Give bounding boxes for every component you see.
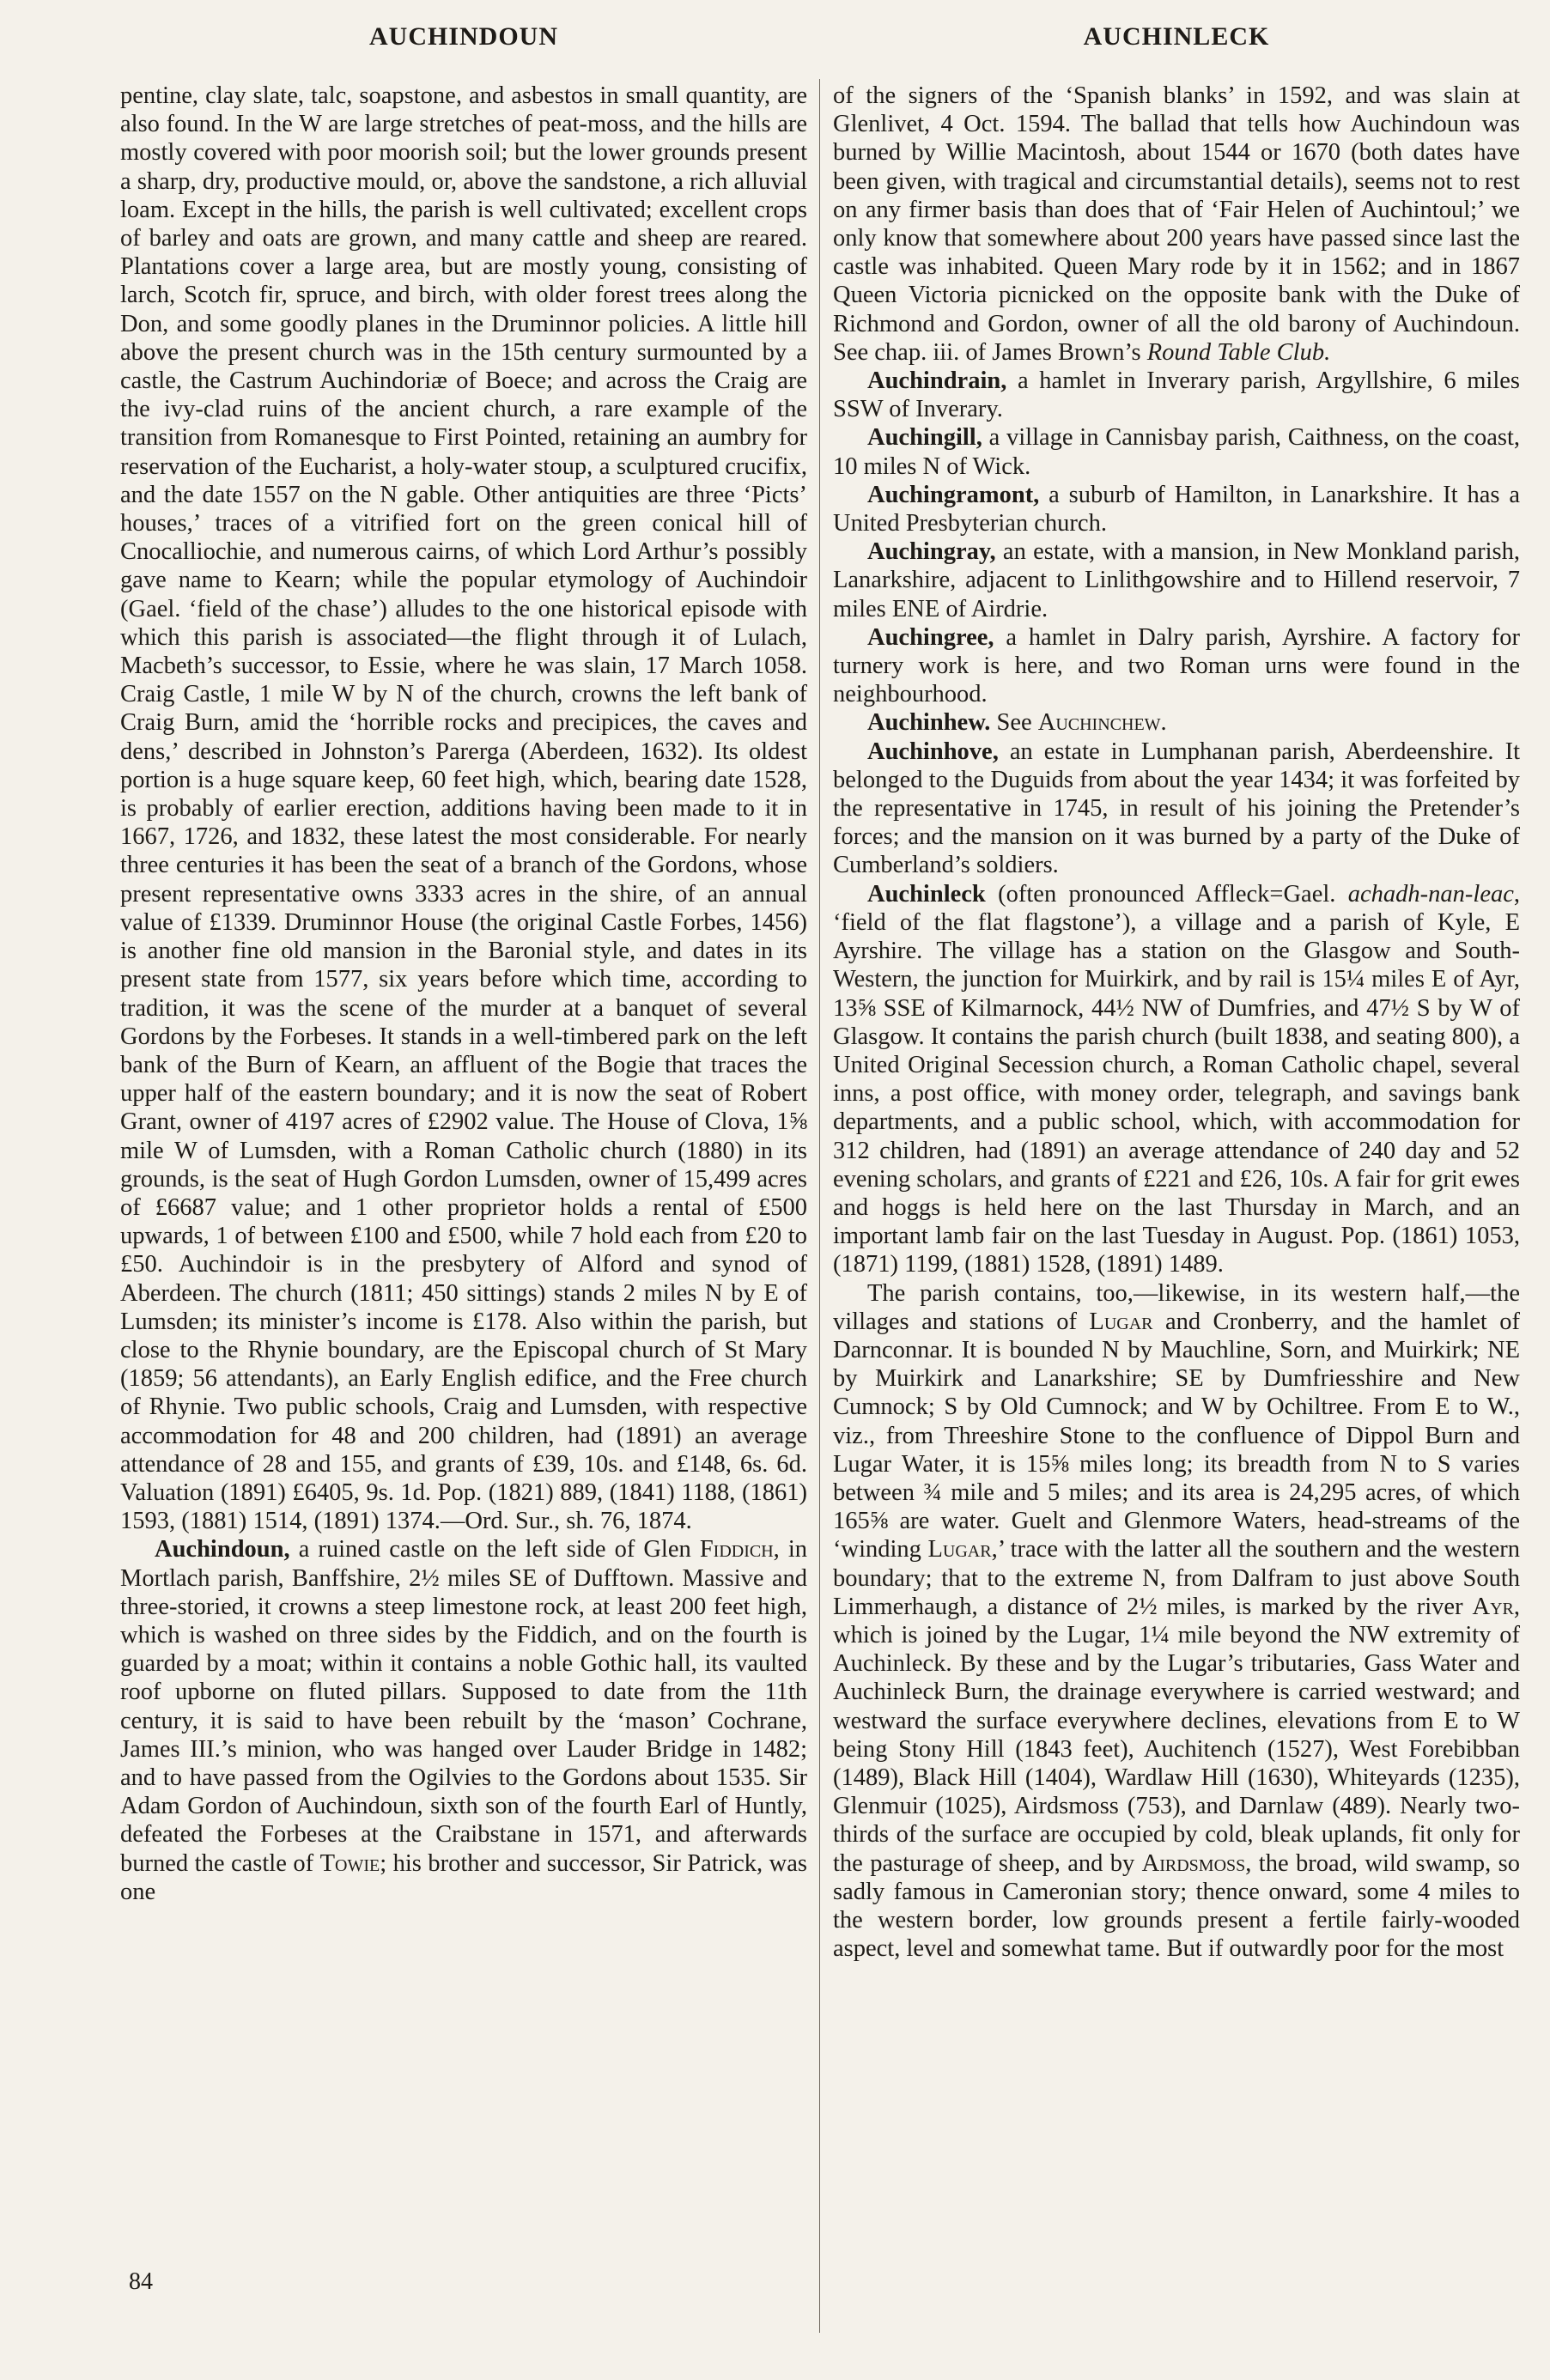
headword-auchinhew: Auchinhew.: [867, 709, 991, 737]
headword-auchingray: Auchingray,: [867, 538, 996, 566]
entry-auchinhove: [833, 738, 1520, 880]
entry-auchingray: [833, 537, 1520, 623]
entry-auchingill: [833, 423, 1520, 480]
headword-auchingree: Auchingree,: [867, 623, 994, 651]
right-running-head: AUCHINLECK: [1083, 22, 1270, 51]
entry-text: a ruined castle on the left side of Glen: [289, 1536, 700, 1563]
gaelic-term: achadh-nan-leac: [1347, 880, 1514, 908]
auchindoir-continuation-paragraph: pentine, clay slate, talc, soapstone, and asbestos in small quantity, are also found. In the W are large stretches of peat-moss, and the hills are mostly covered with poor moorish soil; but the lower grounds present a sharp, dry, productive mould, or, above the sandstone, a rich alluvial loam. Except in the hills, the parish is well cultivated; excellent crops of barley and oats are grown, and many cattle and sheep are reared. Plantations cover a large area, but are mostly young, consisting of larch, Scotch fir, spruce, and birch, with older forest trees along the Don, and some goodly planes in the Druminnor policies. A little hill above the present church was in the 15th century surmounted by a castle, the Castrum Auchindoriæ of Boece; and across the Craig are the ivy-clad ruins of the ancient church, a rare example of the transition from Romanesque to First Pointed, retaining an aumbry for reservation of the Eucharist, a holy-water stoup, a sculptured crucifix, and the date 1557 on the N gable. Other antiquities are three ‘Picts’ houses,’ traces of a vitrified fort on the green conical hill of Cnocalliochie, and numerous cairns, of which Lord Arthur’s possibly gave name to Kearn; while the popular etymology of Auchindoir (Gael. ‘field of the chase’) alludes to the one historical episode with which this parish is associated—the flight through it of Lulach, Macbeth’s successor, to Essie, where he was slain, 17 March 1058. Craig Castle, 1 mile W by N of the church, crowns the left bank of Craig Burn, amid the ‘horrible rocks and precipices, the caves and dens,’ described in Johnston’s Parerga (Aberdeen, 1632). Its oldest portion is a huge square keep, 60 feet high, which, bearing date 1528, is probably of earlier erection, additions having been made to it in 1667, 1726, and 1832, these latest the most considerable. For nearly three centuries it has been the seat of a branch of the Gordons, whose present representative owns 3333 acres in the shire, of an annual value of £1339. Druminnor House (the original Castle Forbes, 1456) is another fine old mansion in the Baronial style, and dates in its present state from 1577, six years before which time, according to tradition, it was the scene of the murder at a banquet of several Gordons by the Forbeses. It stands in a well-timbered park on the left bank of the Burn of Kearn, an affluent of the Bogie that traces the upper half of the eastern boundary; and it is now the seat of Robert Grant, owner of 4197 acres of £2902 value. The House of Clova, 1⅝ mile W of Lumsden, with a Roman Catholic church (1880) in its grounds, is the seat of Hugh Gordon Lumsden, owner of 15,499 acres of £6687 value; and 1 other proprietor holds a rental of £500 upwards, 1 of between £100 and £500, while 7 hold each from £20 to £50. Auchindoir is in the presbytery of Alford and synod of Aberdeen. The church (1811; 450 sittings) stands 2 miles N by E of Lumsden; its minister’s income is £178. Also within the parish, but close to the Rhynie boundary, are the Episcopal church of St Mary (1859; 56 attendants), an Early English edifice, and the Free church of Rhynie. Two public schools, Craig and Lumsden, with respective accommodation for 48 and 200 children, had (1891) an average attendance of 28 and 155, and grants of £39, 10s. and £148, 6s. 6d. Valuation (1891) £6405, 9s. 1d. Pop. (1821) 889, (1841) 1188, (1861) 1593, (1881) 1514, (1891) 1374.—Ord. Sur., sh. 76, 1874.: [120, 82, 807, 1535]
right-column: [833, 82, 1520, 2314]
entry-auchindrain: [833, 367, 1520, 423]
entry-text: , which is joined by the Lugar, 1¼ mile beyond the NW extremity of Auchinleck. By these and by the Lugar’s tributaries, Gass Water and Auchinleck Burn, the drainage everywhere is carried westward; and westward the surface everywhere declines, elevations from E to W being Stony Hill (1843 feet), Auchitench (1527), West Forebibban (1489), Black Hill (1404), Wardlaw Hill (1630), Whiteyards (1235), Glenmuir (1025), Airdsmoss (753), and Darnlaw (489). Nearly two-thirds of the surface are occupied by cold, bleak uplands, fit only for the pasturage of sheep, and by: [833, 1593, 1520, 1877]
entry-text: of the signers of the ‘Spanish blanks’ in 1592, and was slain at Glenlivet, 4 Oct. 1594. The ballad that tells how Auchindoun was burned by Willie Macintosh, about 1544 or 1670 (both dates have been given, with tragical and circumstantial details), seems not to rest on any firmer basis than does that of ‘Fair Helen of Auchintoul;’ we only know that somewhere about 200 years have passed since last the castle was inhabited. Queen Mary rode by it in 1562; and in 1867 Queen Victoria picnicked on the opposite bank with the Duke of Richmond and Gordon, owner of all the old barony of Auchindoun. See chap. iii. of James Brown’s: [833, 82, 1520, 366]
entry-auchingramont: [833, 481, 1520, 537]
headword-auchinhove: Auchinhove,: [867, 738, 999, 765]
xref-lugar-2: Lugar: [927, 1536, 992, 1563]
headword-auchingill: Auchingill,: [867, 424, 982, 452]
headword-auchindoun: Auchindoun,: [155, 1536, 290, 1563]
page-number: 84: [129, 2268, 153, 2295]
entry-text: a hamlet in Inverary parish, Argyllshire, 6 miles SSW of Inverary.: [833, 367, 1520, 423]
entry-auchinleck: [833, 880, 1520, 1279]
entry-text: The parish contains, too,—likewise, in its western half,—the villages and stations of: [833, 1279, 1520, 1335]
auchinleck-parish-paragraph: [833, 1279, 1520, 1964]
entry-text: ,’ trace with the latter all the southern and the western boundary; that to the extreme N, from Dalfram to just above South Limmerhaugh, a distance of 2½ miles, is marked by the river: [833, 1536, 1520, 1620]
entry-auchindoun: [120, 1535, 807, 1906]
entry-text: , in Mortlach parish, Banffshire, 2½ miles SE of Dufftown. Massive and three-storied, it crowns a steep limestone rock, at least 200 feet high, which is washed on three sides by the Fiddich, and on the fourth is guarded by a moat; within it contains a noble Gothic hall, its vaulted roof upborne on fluted pillars. Supposed to date from the 11th century, it is said to have been rebuilt by the ‘mason’ Cochrane, James III.’s minion, who was hanged over Lauder Bridge in 1482; and to have passed from the Ogilvies to the Gordons about 1535. Sir Adam Gordon of Auchindoun, sixth son of the fourth Earl of Huntly, defeated the Forbeses at the Craibstane in 1571, and afterwards burned the castle of: [120, 1536, 807, 1877]
xref-airdsmoss: Airdsmoss: [1141, 1849, 1246, 1877]
xref-fiddich: Fiddich: [699, 1536, 774, 1563]
left-column: [120, 82, 807, 2314]
entry-text: ; his brother and successor, Sir Patrick, was one: [120, 1849, 807, 1905]
entry-text: See: [990, 709, 1038, 737]
xref-auchinchew: Auchinchew.: [1037, 709, 1167, 737]
entry-auchingree: [833, 623, 1520, 709]
xref-towie: Towie: [319, 1849, 380, 1877]
entry-text: an estate in Lumphanan parish, Aberdeenshire. It belonged to the Duguids from about the year 1434; it was forfeited by the representative in 1745, in result of his joining the Pretender’s forces; and the mansion on it was burned by a party of the Duke of Cumberland’s soldiers.: [833, 738, 1520, 879]
left-running-head: AUCHINDOUN: [369, 22, 558, 51]
book-title-round-table: Round Table Club.: [1146, 338, 1331, 366]
entry-text: , the broad, wild swamp, so sadly famous in Cameronian story; thence onward, some 4 miles to the western border, low grounds present a fertile fairly-wooded aspect, level and somewhat tame. But if outwardly poor for the most: [833, 1849, 1520, 1963]
entry-text: a hamlet in Dalry parish, Ayrshire. A factory for turnery work is here, and two Roman urns were found in the neighbourhood.: [833, 623, 1520, 708]
entry-text: , ‘field of the flat flagstone’), a village and a parish of Kyle, E Ayrshire. The village has a station on the Glasgow and South-Western, the junction for Muirkirk, and by rail is 15¼ miles E of Ayr, 13⅝ SSE of Kilmarnock, 44½ NW of Dumfries, and 47½ S by W of Glasgow. It contains the parish church (built 1838, and seating 800), a United Original Secession church, a Roman Catholic chapel, several inns, a post office, with money order, telegraph, and savings bank departments, and a public school, which, with accommodation for 312 children, had (1891) an average attendance of 240 day and 52 evening scholars, and grants of £221 and £26, 10s. A fair for grit ewes and hoggs is held here on the last Thursday in March, and an important lamb fair on the last Tuesday in August. Pop. (1861) 1053, (1871) 1199, (1881) 1528, (1891) 1489.: [833, 880, 1520, 1278]
xref-ayr: Ayr: [1472, 1593, 1514, 1620]
entry-text: and Cronberry, and the hamlet of Darnconnar. It is bounded N by Mauchline, Sorn, and Muirkirk; NE by Muirkirk and Lanarkshire; SE by Dumfriesshire and New Cumnock; S by Old Cumnock; and W by Ochiltree. From E to W., viz., from Threeshire Stone to the confluence of Dippol Burn and Lugar Water, it is 15⅝ miles long; its breadth from N to S varies between ¾ mile and 5 miles; and its area is 24,295 acres, of which 165⅝ are water. Guelt and Glenmore Waters, head-streams of the ‘winding: [833, 1308, 1520, 1563]
entry-text: a suburb of Hamilton, in Lanarkshire. It has a United Presbyterian church.: [833, 481, 1520, 537]
auchindoun-continuation-paragraph: [833, 82, 1520, 367]
entry-text: (often pronounced Affleck=Gael.: [985, 880, 1348, 908]
xref-lugar: Lugar: [1089, 1308, 1153, 1335]
entry-text: a village in Cannisbay parish, Caithness, on the coast, 10 miles N of Wick.: [833, 424, 1520, 480]
entry-auchinhew: [833, 708, 1520, 737]
entry-text: an estate, with a mansion, in New Monkland parish, Lanarkshire, adjacent to Linlithgowshire and to Hillend reservoir, 7 miles ENE of Airdrie.: [833, 538, 1520, 622]
headword-auchinleck: Auchinleck: [867, 880, 986, 908]
headword-auchindrain: Auchindrain,: [867, 367, 1007, 395]
headword-auchingramont: Auchingramont,: [867, 481, 1040, 508]
column-divider: [819, 79, 820, 2333]
